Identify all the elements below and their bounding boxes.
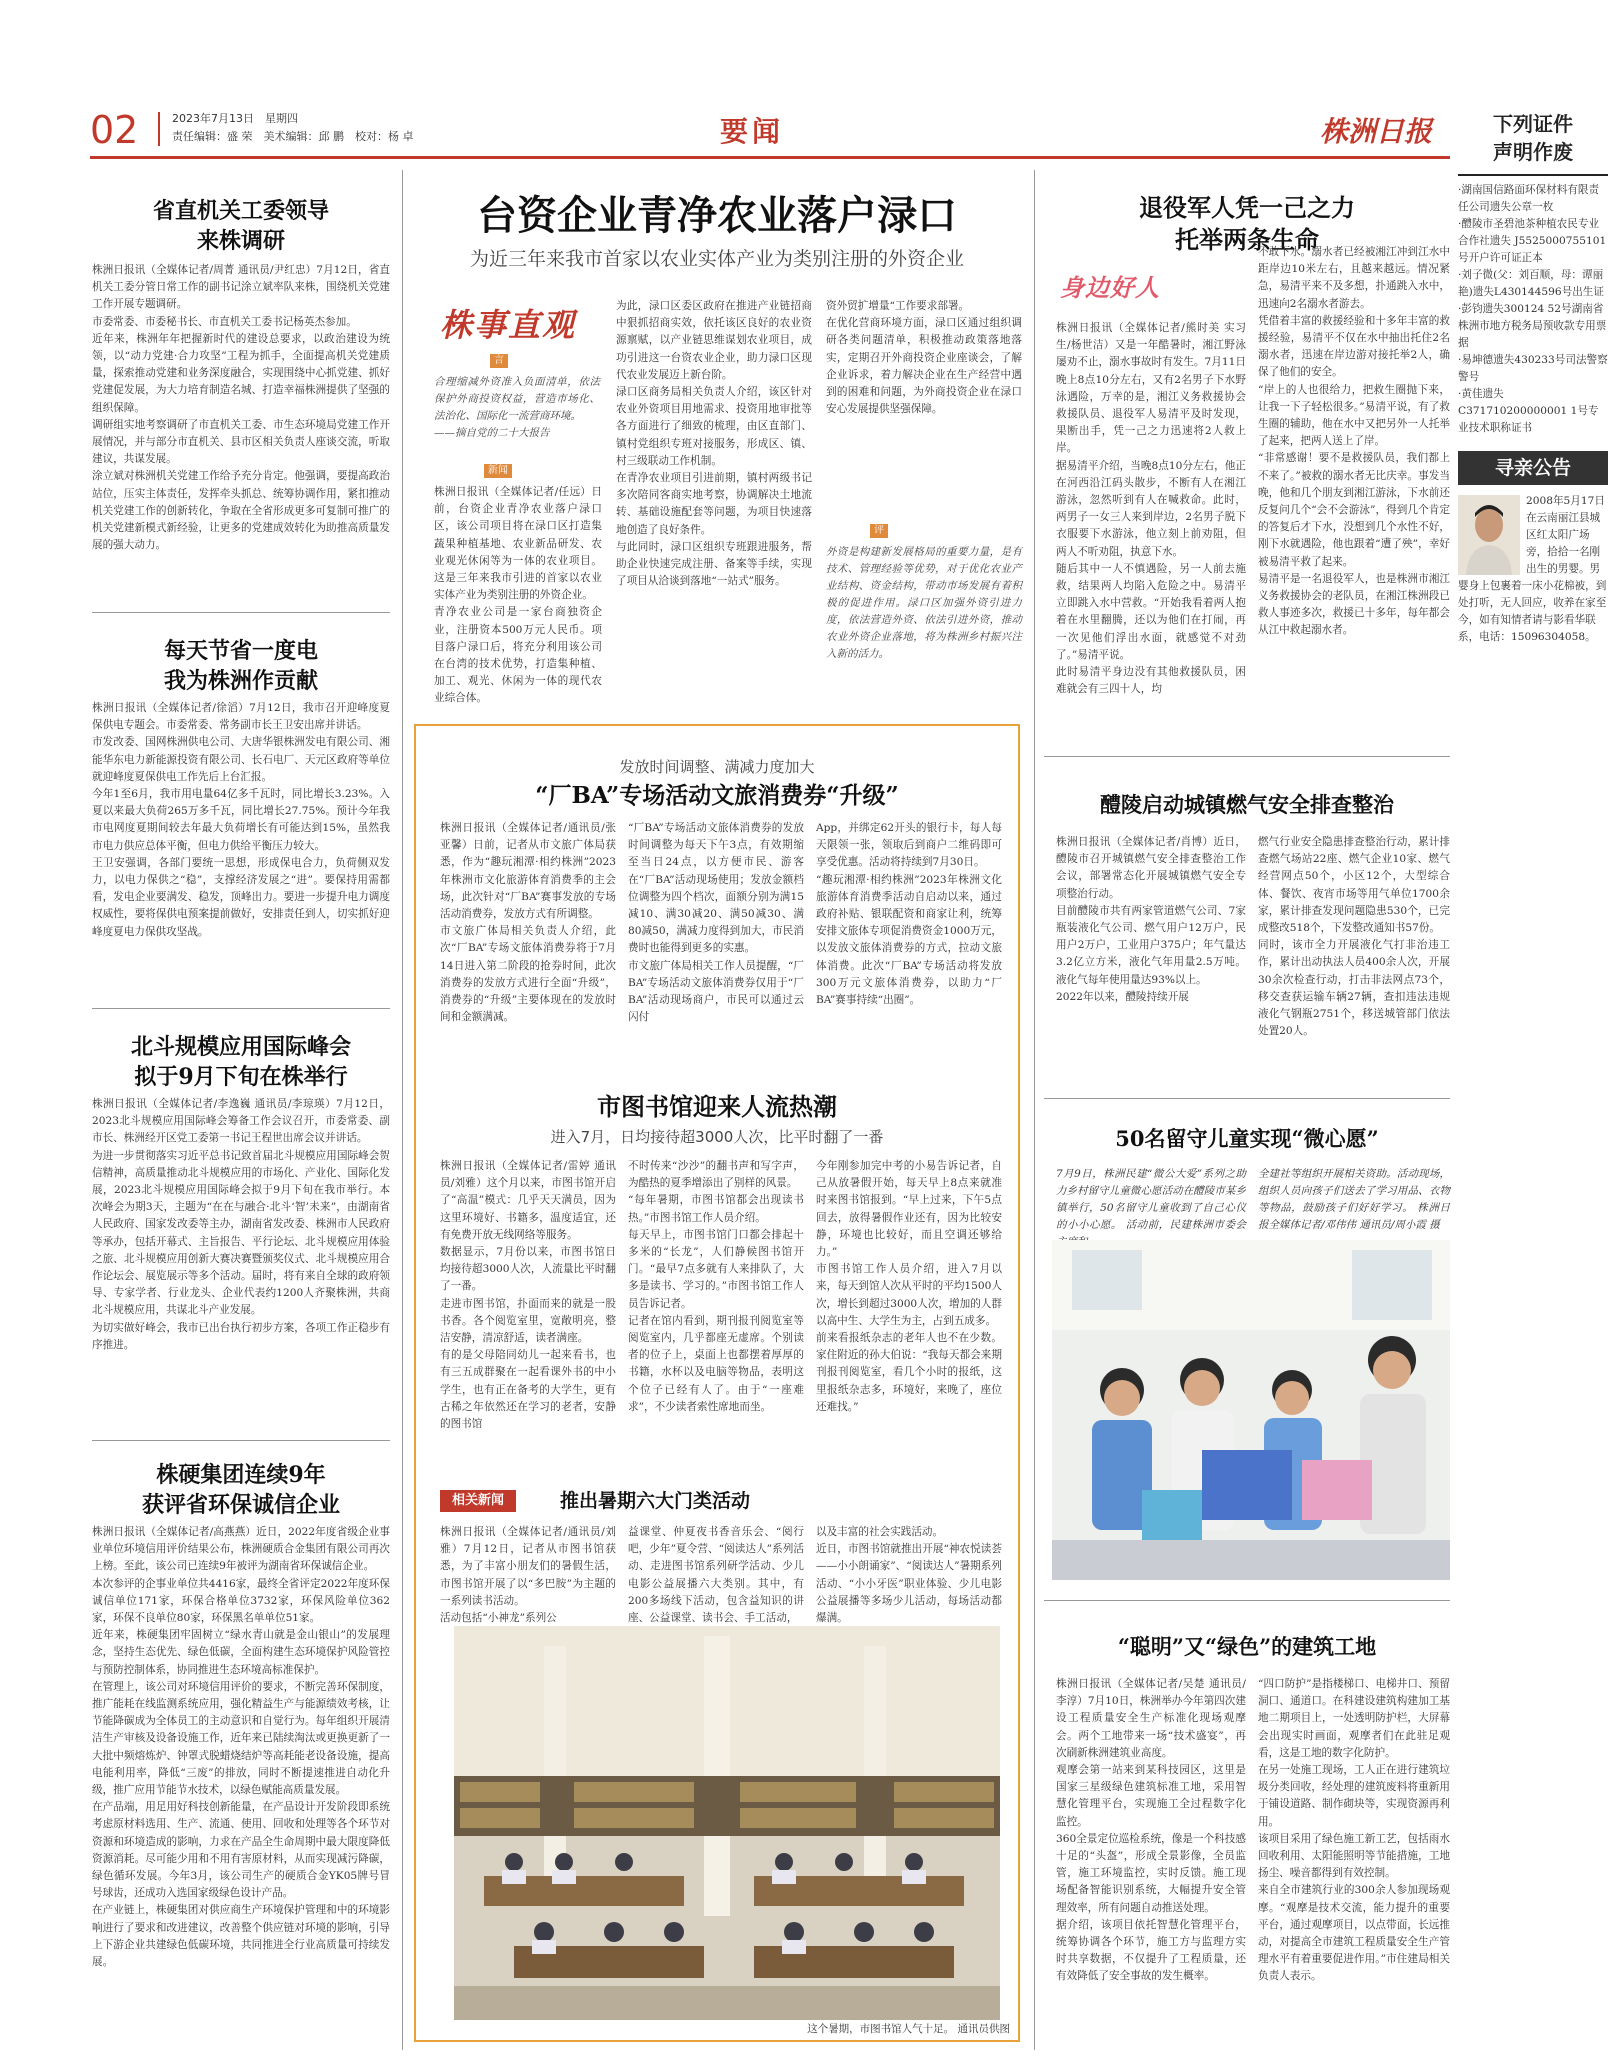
related-title: 推出暑期六大门类活动 [560, 1490, 751, 1512]
haoren-logo: 身边好人 [1060, 274, 1160, 302]
related-col3: 以及丰富的社会实践活动。 近日，市图书馆就推出开展“神农悦读荟——小小朗诵家”、“阅读达人”暑期系列活动、“小小牙医”职业体验、少儿电影公益展播等多场少儿活动，每场活动都爆满。 [816, 1526, 1002, 1625]
divider [92, 612, 390, 613]
children-col2: 全建社等组织开展相关资助。活动现场，组织人员向孩子们送去了学习用品、衣物等物品，鼓励孩子们好好学习。 株洲日报全媒体记者/邓伟伟 通讯员/周小霞 摄 [1258, 1168, 1450, 1231]
lead-col1: 株洲日报讯（全媒体记者/任远）日前，台资企业青净农业落户渌口区，该公司项目将在渌口区打造集蔬果种植基地、农业新品研发、农业观光休闲等为一体的农业项目。这是三年来我市引进的首家以农业实体产业为类别注册的外资企业。 青净农业公司是一家台商独资企业，注册资本500万元人民币。项目落户渌口后，将充分利用该公司在台湾的技术优势，打造集种植、加工、观光、休闲为一体的现代农业综合体。 [434, 486, 602, 705]
divider [1044, 756, 1450, 757]
gas-title: 醴陵启动城镇燃气安全排查整治 [1100, 792, 1394, 817]
related-col1: 株洲日报讯（全媒体记者/通讯员/刘雅）7月12日，记者从市图书馆获悉，为了丰富小朋友们的暑假生活，市图书馆开展了以“多巴胺”为主题的一系列读书活动。 活动包括“小神龙”系列公 [440, 1526, 616, 1625]
library-photo-caption: 这个暑期，市图书馆人气十足。 通讯员供图 [807, 2023, 1010, 2035]
column-rule [402, 170, 403, 2050]
search-notice-body: 2008年5月17日在云南丽江县城区红太阳广场旁，拾拾一名刚出生的男婴。男婴身上包裹着一床小花棉被，到处打听，无人回应，收养在家至今，如有知情者请与影看华联系，电话：15096304058。 [1458, 495, 1607, 643]
article-body: 株洲日报讯（全媒体记者/李逸巍 通讯员/李琼瑛）7月12日，2023北斗规模应用国际峰会筹备工作会议召开，市委常委、副市长、株洲经开区党工委第一书记王程世出席会议并讲话。 为进一步贯彻落实习近平总书记致首届北斗规模应用国际峰会贺信精神，高质量推动北斗规模应用的市场化、产业化、国际化发展，2023北斗规模应用国际峰会拟于9月下旬在我市举行。本次峰会为期3天，主题为“在在与融合·北斗‘智’未来”，由湖南省人民政府、国家发改委等主办，湖南省发改委、株洲市人民政府等承办，包括开幕式、主旨报告、平行论坛、北斗规模应用体验之旅、北斗规模应用创新大赛决赛暨颁奖仪式、北斗规模应用合作论坛会、展览展示等多个活动。届时，将有来自全球的政府领导、专家学者、行业龙头、企业代表约1200人齐聚株洲，共商北斗规模应用，共谋北斗产业发展。 为切实做好峰会，我市已出台执行初步方案，各项工作正稳步有序推进。 [92, 1098, 390, 1351]
date-line: 2023年7月13日 星期四 [172, 112, 298, 125]
article-title: 每天节省一度电 我为株洲作贡献 [163, 638, 318, 694]
consumption-col1: 株洲日报讯（全媒体记者/通讯员/张亚馨）日前，记者从市文旅广体局获悉，作为“趣玩湘潭·相约株洲”2023年株洲市文化旅游体育消费季的主会场，此次针对“厂BA”赛事发放的专场活动消费券，发放方式有所调整。 市文旅广体局相关负责人介绍，此次“厂BA”专场文旅体消费券将于7月14日进入第二阶段的抢券时间，此次消费券的发放方式进行全面“升级”，消费券的“升级”主要体现在的发放时间和金额满减。 [440, 822, 616, 1024]
building-col2: “四口防护”是指楼梯口、电梯井口、预留洞口、通道口。在科建设建筑构建加工基地二期项目上，一处透明防护栏，大屏幕会出现实时画面，观摩者们在此驻足观看，这是工地的数字化防护。 在另一处施工现场，工人正在进行建筑垃圾分类回收，经处理的建筑废料将重新用于铺设道路、制作砌块等，实现资源再利用。 该项目采用了绿色施工新工艺，包括雨水回收利用、太阳能照明等节能措施，工地扬尘、噪音都得到有效控制。 来自全市建筑行业的300余人参加现场观摩。“观摩是技术交流，能力提升的重要平台，通过观摩项目，以点带面，长远推动，对提高全市建筑工程质量安全生产管理水平有着重要促进作用。”市住建局相关负责人表示。 [1258, 1678, 1450, 1983]
article-body: 株洲日报讯（全媒体记者/徐滔）7月12日，我市召开迎峰度夏保供电专题会。市委常委、常务副市长王卫安出席并讲话。 市发改委、国网株洲供电公司、大唐华银株洲发电有限公司、湘能华东电力新能源投资有限公司、长石电厂、天元区政府等单位就迎峰度夏保供电工作先后上台汇报。 今年1至6月，我市用电量64亿多千瓦时，同比增长3.23%。入夏以来最大负荷265万多千瓦，同比增长27.75%。预计今年我市电网度夏期间较去年最大负荷增长有可能达到15%，虽然我市电力供应总体平衡，但电力供给平衡压力较大。 王卫安强调，各部门要统一思想，形成保电合力，负荷侧双发力，以电力保供之“稳”，支撑经济发展之“进”。要保持用需都看，发电企业要满发、稳发，顶峰出力。要进一步提升电力调度权威性，要将保供电预案提前做好，安排责任到人，切实抓好迎峰度夏电力保供攻坚战。 [92, 702, 390, 938]
column-rule [1034, 170, 1035, 2050]
notice-list [1458, 176, 1608, 437]
notice-item: ·易坤德遗失430233号司法警察警号 [1458, 354, 1608, 383]
article-title: 北斗规模应用国际峰会 拟于9月下旬在株举行 [130, 1034, 351, 1090]
page-number: 02 [90, 108, 139, 152]
article-body: 株洲日报讯（全媒体记者/高燕燕）近日，2022年度省级企业事业单位环境信用评价结果公布，株洲硬质合金集团有限公司再次上榜。至此，该公司已连续9年被评为湖南省环保诚信企业。 本次参评的企事业单位共4416家，最终全省评定2022年度环保诚信单位171家，环保合格单位3732家，环保风险单位362家，环保不良单位80家，环保黑名单单位51家。 近年来，株硬集团牢固树立“绿水青山就是金山银山”的发展理念，坚持生态优先、绿色低碳，全面构建生态环境保护风险管控与预防控制体系，协同推进生态环境高标准保护。 在管理上，该公司对环境信用评价的要求，不断完善环保制度，推广能耗在线监测系统应用，强化精益生产与能源绩效考核，让节能降碳成为全体员工的主动意识和自觉行为。每年组织开展清洁生产审核及设备设施工作，近年来已陆续淘汰或更换更新了一大批中频熔炼炉、钟罩式脱蜡烧结炉等高耗能老设备设施，提高电能利用率，降低“三废”的排放，同时不断提速推进自动化升级，推广应用节能节水技术，以绿色赋能高质量发展。 在产品端，用足用好科技创新能量，在产品设计开发阶段即系统考虑原材料选用、生产、流通、使用、回收和处理等各个环节对资源和环境造成的影响，力求在产品全生命周期中最大限度降低资源消耗。尽可能少用和不用有害原材料，从而实现减污降碳，绿色循环发展。今年3月，该公司生产的硬质合金YK05牌号冒号球齿，还成功入选国家级绿色设计产品。 在产业链上，株硬集团对供应商生产环境保护管理和中的环境影响进行了要求和改进建议，改善整个供应链对环境的影响，引导上下游企业共建绿色低碳环境，共同推进全行业高质量可持续发展。 [92, 1526, 390, 1969]
lead-quote: 合理缩减外资准入负面清单，依法保护外商投资权益，营造市场化、法治化、国际化一流营商环境。 ——摘自党的二十大报告 [434, 376, 600, 439]
missing-person-photo [1458, 495, 1520, 575]
building-col1: 株洲日报讯（全媒体记者/吴楚 通讯员/李淳）7月10日，株洲举办今年第四次建设工程质量安全生产标准化现场观摩会。两个工地带来一场“技术盛宴”，再次刷新株洲建筑业高度。 观摩会第一站来到某科技园区，这里是国家三星级绿色建筑标准工地，采用智慧化管理平台，实现施工全过程数字化监控。 360全景定位巡检系统，像是一个科技感十足的“头盔”，形成全景影像，全员监管，施工环境监控，实时反馈。施工现场配备智能识别系统，大幅提升安全管理效率，所有问题自动推送处理。 据介绍，该项目依托智慧化管理平台，统筹协调各个环节，施工方与监理方实时共享数据，不仅提升了工程质量，还有效降低了安全事故的发生概率。 [1056, 1678, 1246, 1983]
notice-item: ·刘子微(父：刘百顺，母：谭丽艳)遗失L430144596号出生证 [1458, 269, 1604, 298]
lead-subtitle: 为近三年来我市首家以农业实体产业为类别注册的外资企业 [469, 248, 964, 270]
notice-item: ·醴陵市圣碧池茶种植农民专业合作社遗失 J5525000755101号开户许可证正本 [1458, 218, 1607, 264]
notice-item: ·湖南国信路面环保材料有限责任公司遗失公章一枚 [1458, 184, 1600, 213]
consumption-kicker: 发放时间调整、满减力度加大 [619, 758, 815, 776]
lead-col3: 资外贸扩增量“工作要求部署。 在优化营商环境方面，渌口区通过组织调研各类问题清单，积极推动政策落地落实，定期召开外商投资企业座谈会，了解企业诉求，着力解决企业在生产经营中遇到的困难和问题，为外商投资企业在渌口安心发展提供坚强保障。 [826, 300, 1022, 416]
gas-col2: 燃气行业安全隐患排查整治行动，累计排查燃气场站22座、燃气企业10家、燃气经营网点50个，小区12个，大型综合体、餐饮、夜宵市场等用气单位1700余家，累计排查发现问题隐患530个，已完成整改518个，下发整改通知书57份。 同时，该市全力开展液化气打非治违工作，累计出动执法人员400余人次，开展30余次检查行动，打击非法网点73个，移交查获运输车辆27辆，查扣违法违规液化气钢瓶2751个，移送城管部门依法处置20人。 [1258, 836, 1450, 1038]
article-title: 省直机关工委领导 来株调研 [152, 198, 329, 254]
lead-title: 台资企业青净农业落户渌口 [477, 192, 957, 239]
consumption-col2: “厂BA”专场活动文旅体消费券的发放时间调整为每天下午3点，有效期缩至当日24点，以方便市民、游客在“厂BA”活动现场使用；发放金额档位调整为四个档次，面额分别为满15减10、满30减20、满50减30、满80减50，满减力度得到加大，市民消费时也能得到更多的实惠。 市文旅广体局相关工作人员提醒，“厂BA”专场活动文旅体消费券仅用于“厂BA”活动现场商户，市民可以通过云闪付 [628, 822, 804, 1024]
related-col2: 益课堂、仲夏夜书香音乐会、“阅行吧，少年”夏令营、“阅读达人”系列活动、走进图书馆系列研学活动、少儿电影公益展播六大类别。其中，有200多场线下活动，包含益知识的讲座、公益课堂、读书会、手工活动， [628, 1526, 804, 1625]
editors-line: 责任编辑：盛 荣 美术编辑：邱 鹏 校对：杨 卓 [172, 130, 414, 143]
divider [92, 1440, 390, 1441]
building-title: “聪明”又“绿色”的建筑工地 [1117, 1634, 1377, 1659]
veteran-title: 退役军人凭一己之力 托举两条生命 [1139, 193, 1355, 254]
library-photo [454, 1626, 1000, 2020]
library-title: 市图书馆迎来人流热潮 [597, 1092, 837, 1121]
notice-header: 下列证件 声明作废 [1458, 104, 1608, 176]
newspaper-logo: 株洲日报 [1320, 115, 1433, 148]
veteran-col1: 株洲日报讯（全媒体记者/熊时美 实习生/杨世洁）又是一年酷暑时，湘江野泳屡劝不止，溺水事故时有发生。7月11日晚上8点10分左右，又有2名男子下水野泳遇险，万幸的是，湘江义务救援协会救援队员、退役军人易清平及时发现，果断出手，凭一己之力迅速将2人救上岸。 据易清平介绍，当晚8点10分左右，他正在河西沿江码头散步，不断有人在湘江游泳，忽然听到有人在喊救命。此时，两男子一女三人来到岸边，2名男子脱下衣服要下水游泳，他立刻上前劝阻，但两人不听劝阻，执意下水。 随后其中一人不慎遇险，另一人前去施救，结果两人均陷入危险之中。易清平立即跳入水中营救。“开始我看着两人抱着在水里翻腾，还以为他们在打闹，再一次见他们浮出水面，就感觉不对劲了。”易清平说。 此时易清平身边没有其他救援队员，困难就会有三四十人，均 [1056, 322, 1246, 696]
lead-comment: 外资是构建新发展格局的重要力量，是有技术、管理经验等优势，对于优化农业产业结构、资金结构，带动市场发展有着积极的促进作用。渌口区加强外资引进力度，依法营造外资、依法引进外资，推动农业外资企业落地，将为株洲乡村振兴注入新的活力。 [826, 546, 1022, 660]
library-col1: 株洲日报讯（全媒体记者/雷婷 通讯员/刘雅）这个月以来，市图书馆开启了“高温”模式：几乎天天满员，因为这里环境好、书籍多，温度适宜，还有免费开放无线网络等服务。 数据显示，7月份以来，市图书馆日均接待超3000人次，人流量比平时翻了一番。 走进市图书馆，扑面而来的就是一股书香。各个阅览室里，宽敞明亮，整洁安静，清凉舒适，读者满座。 有的是父母陪同幼儿一起来看书，也有三五成群聚在一起看课外书的中小学生，也有正在备考的大学生，更有古稀之年依然还在学习的老者，安静的图书馆 [440, 1160, 616, 1431]
notice-item: ·彭钧遗失300124 52号湖南省株洲市地方税务局预收款专用票据 [1458, 303, 1607, 349]
library-col2: 不时传来“沙沙”的翻书声和写字声，为酷热的夏季增添出了别样的风景。 “每年暑期，市图书馆都会出现读书热。”市图书馆工作人员介绍。 每天早上，市图书馆门口都会排起十多米的“长龙”，人们静候图书馆开门。“最早7点多就有人来排队了，大多是读书、学习的。”市图书馆工作人员告诉记者。 记者在馆内看到，期刊报刊阅览室等阅览室内，几乎都座无虚席。个别读者的位子上，桌面上也都摆着厚厚的书籍，水杯以及电脑等物品，表明这个位子已经有人了。由于“一座难求”，不少读者索性席地而坐。 [628, 1160, 804, 1413]
veteran-col2: 不敢下水。溺水者已经被湘江冲到江水中距岸边10米左右，且越来越远。情况紧急，易清平来不及多想，扑通跳入水中，迅速向2名溺水者游去。 凭借着丰富的救援经验和十多年丰富的救援经验，易清平不仅在水中抽出托住2名溺水者，迅速在岸边游对接托举2人，确保了他们的安全。 “岸上的人也很给力，把救生圈抛下来，让我一下子轻松很多。”易清平说，有了救生圈的辅助，他在水中又把另外一人托举了起来，把两人送上了岸。 “非常感谢！要不是救援队员，我们都上不来了。”被救的溺水者无比庆幸。事发当晚，他和几个朋友到湘江游泳，下水前还反复问几个“会不会游泳”，得到几个肯定的答复后才下水，没想到几个水性不好，刚下水就遇险，他也跟着“遭了殃”，幸好被易清平救了起来。 易清平是一名退役军人，也是株洲市湘江义务救援协会的老队员，在湘江株洲段已救人事迹多次，救援已十多年，每年都会从江中救起溺水者。 [1258, 246, 1450, 637]
notice-item: ·黄佳遗失C371710200000001 1号专业技术职称证书 [1458, 388, 1599, 434]
column-logo: 株事直观 [440, 306, 577, 344]
divider [92, 1008, 390, 1009]
divider [1044, 1600, 1450, 1601]
notice-column [1458, 104, 1608, 1034]
gas-col1: 株洲日报讯（全媒体记者/肖博）近日，醴陵市召开城镇燃气安全排查整治工作会议，部署常态化开展城镇燃气安全专项整治行动。 目前醴陵市共有两家管道燃气公司、7家瓶装液化气公司、燃气用户12万户，民用户2万户，工业用户375户；年气量达3.2亿立方米，液化气年用量2.5万吨。液化气每年使用量达93%以上。 2022年以来，醴陵持续开展 [1056, 836, 1246, 1003]
section-title: 要闻 [720, 115, 785, 148]
lead-col2: 为此，渌口区委区政府在推进产业链招商中狠抓招商实效，依托该区良好的农业资源禀赋，以产业链思维谋划农业项目，成功引进这一台资农业企业，助力渌口区现代农业发展迈上新台阶。 渌口区商务局相关负责人介绍，该区针对农业外资项目用地需求、投资用地审批等各方面进行了细致的梳理，由区直部门、镇村党组织专班对接服务，形成区、镇、村三级联动工作机制。 在青净农业项目引进前期，镇村两级书记多次陪同客商实地考察，协调解决土地流转、基础设施配套等问题，为项目快速落地创造了良好条件。 与此同时，渌口区组织专班跟进服务，帮助企业快速完成注册、备案等手续，实现了项目从洽谈到落地“一站式”服务。 [616, 300, 812, 588]
library-col3: 今年刚参加完中考的小易告诉记者，自己从放暑假开始，每天早上8点来就准时来图书馆报到。“早上过来，下午5点回去，放得暑假作业还有，因为比较安静，环境也比较好，而且空调还够给力。” 市图书馆工作人员介绍，进入7月以来，每天到馆人次从平时的平均1500人次，增长到超过3000人次，增加的人群以高中生、大学生为主，占到五成多。 前来看报纸杂志的老年人也不在少数。家住附近的孙大伯说：“我每天都会来期刊报刊阅览室，看几个小时的报纸，这里报纸杂志多，环境好，来晚了，座位还难找。” [816, 1160, 1002, 1413]
consumption-title: “厂BA”专场活动文旅消费券“升级” [535, 782, 899, 809]
search-notice-header: 寻亲公告 [1458, 451, 1608, 485]
related-label: 相关新闻 [440, 1490, 516, 1512]
article-title: 株硬集团连续9年 获评省环保诚信企业 [141, 1462, 340, 1518]
divider [1044, 1098, 1450, 1099]
library-subtitle: 进入7月，日均接待超3000人次，比平时翻了一番 [550, 1128, 884, 1146]
comment-tag: 评 [870, 524, 888, 538]
news-tag: 新闻 [484, 464, 512, 478]
children-title: 50名留守儿童实现“微心愿” [1115, 1126, 1379, 1151]
article-body: 株洲日报讯（全媒体记者/周菁 通讯员/尹红忠）7月12日，省直机关工委分管日常工作的副书记涂立斌率队来株，围绕机关党建工作开展专题调研。 市委常委、市委秘书长、市直机关工委书记杨英杰参加。 近年来，株洲年年把握新时代的建设总要求，以政治建设为统领，以“动力党建·合力攻坚”工程为抓手，全面提高机关党建质量，探索推动党建和业务深度融合，实现围绕中心抓党建、抓好党建促发展，为大力培育制造名城、打造幸福株洲提供了坚强的组织保障。 调研组实地考察调研了市直机关工委、市生态环境局党建工作开展情况，并与部分市直机关、县市区相关负责人座谈交流，听取建议，共谋发展。 涂立斌对株洲机关党建工作给予充分肯定。他强调，要提高政治站位，压实主体责任，发挥牵头抓总、统筹协调作用，紧扣推动机关党建工作的创新转化，争取在全省形成更多可复制可推广的机关党建新模式新经验，让更多的党建成效转化为助推高质量发展的强大动力。 [92, 264, 390, 552]
children-col1: 7月9日，株洲民建“微公大爱”系列之助力乡村留守儿童微心愿活动在醴陵市某乡镇举行，50名留守儿童收到了自己心仪的小小心愿。 活动前，民建株洲市委会 [1056, 1168, 1246, 1231]
consumption-col3: App，并绑定62开头的银行卡，每人每天限领一张，领取后到商户二维码即可享受优惠。活动将持续到7月30日。 “趣玩湘潭·相约株洲”2023年株洲文化旅游体育消费季活动自启动以来，通过政府补贴、银联配资和商家让利，统筹安排文旅体专项促消费资金1000万元，以发放文旅体消费券的方式，拉动文旅体消费。此次“厂BA”专场活动将发放300万元文旅体消费券，以助力“厂BA”赛事持续“出圈”。 [816, 822, 1002, 1007]
quote-tag: 言 [490, 354, 508, 368]
masthead [90, 106, 1450, 154]
masthead-rule [90, 156, 1450, 159]
children-photo [1052, 1240, 1450, 1580]
